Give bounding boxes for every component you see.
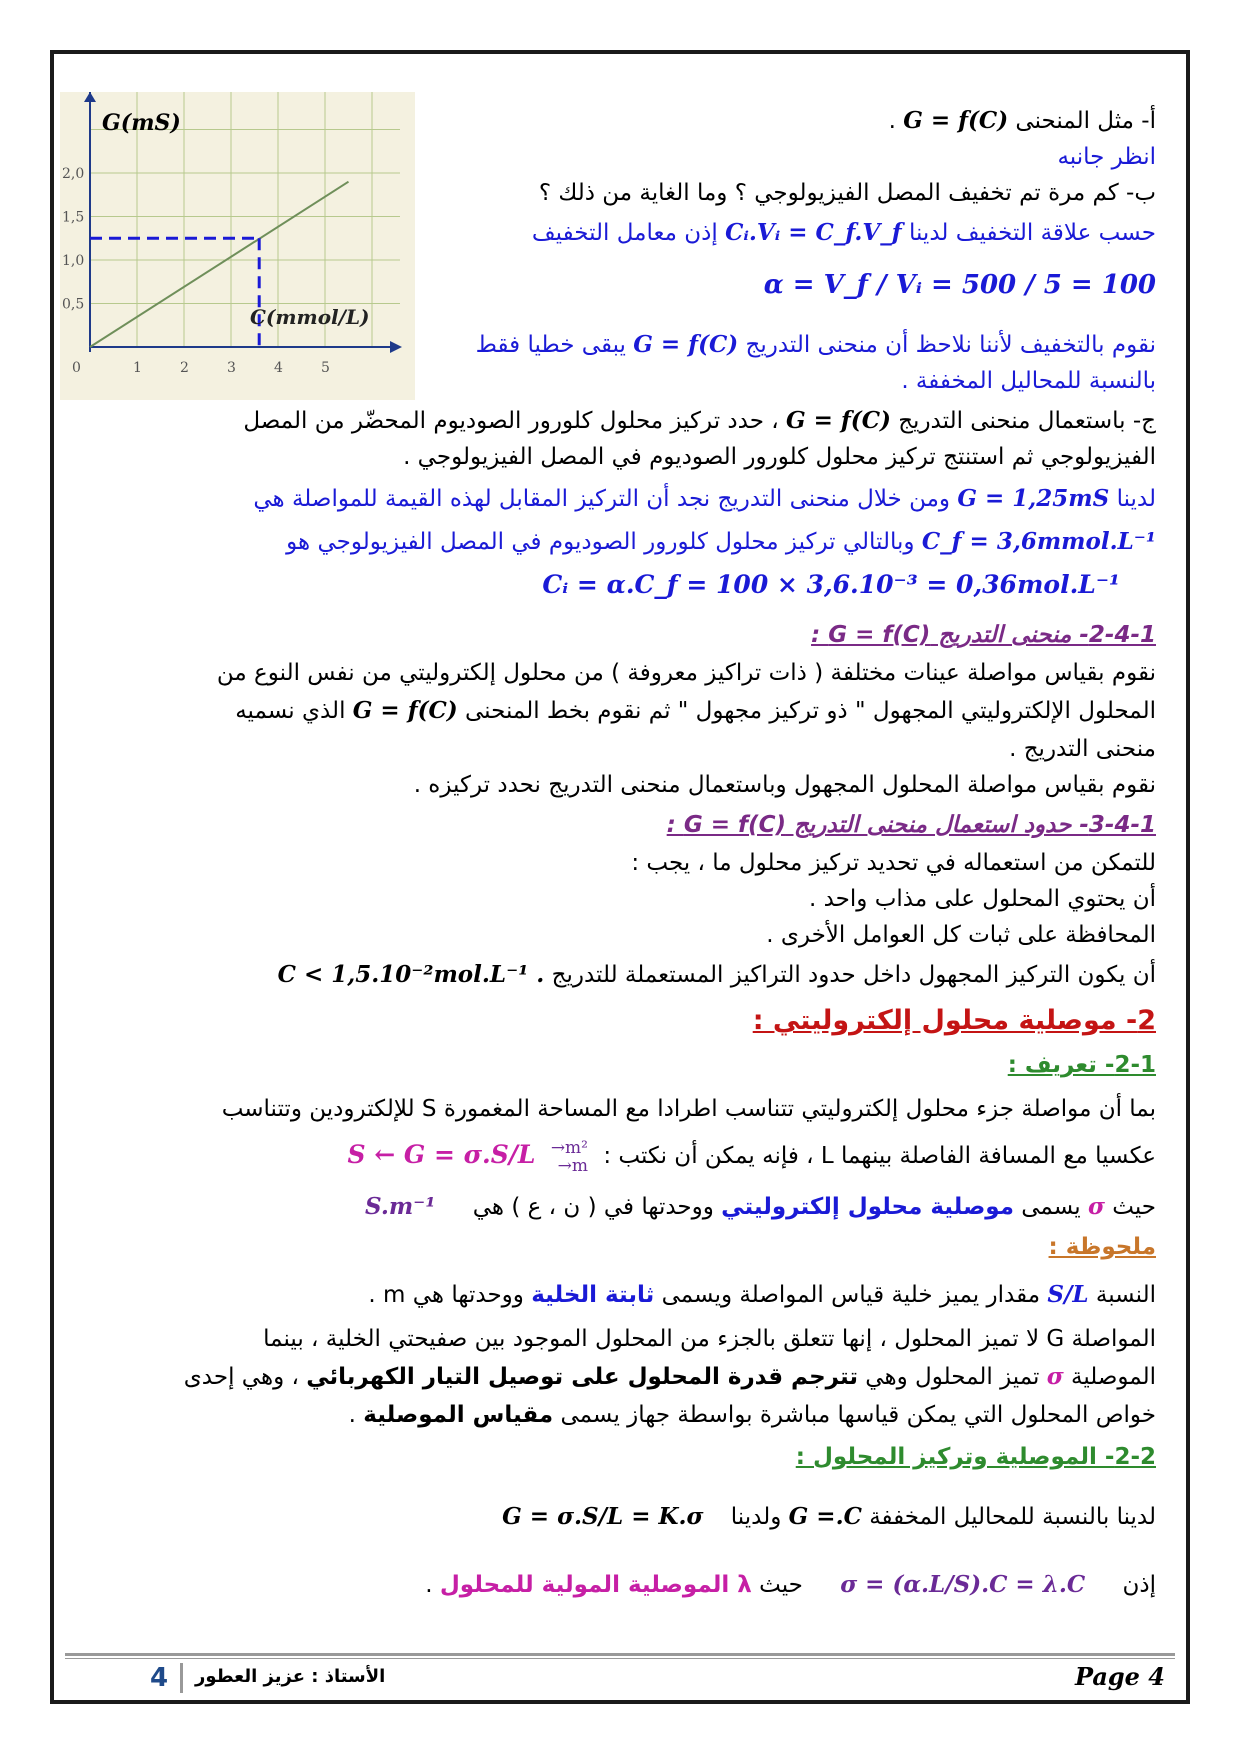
line-n1 [368,1278,1156,1312]
c-q1a: ج- باستعمال منحنى التدريج [898,408,1156,434]
line-p22-1 [502,1500,1156,1534]
line-c4 [286,525,1156,559]
p341-3: المحافظة على ثبات كل العوامل الأخرى . [766,922,1156,948]
c-m1: G = f(C) [785,407,891,434]
y-tick-label: 1,5 [62,209,85,226]
n1c: ثابتة الخلية [531,1282,655,1308]
y-tick-label: 2,0 [62,166,85,182]
line-p21-2 [347,1138,1156,1175]
x-tick-label: 5 [321,360,330,376]
p241-2a: المحلول الإلكتروليتي المجهول " ذو تركيز مجهول " ثم نقوم بخط المنحنى [465,698,1156,724]
c-a1b: ومن خلال منحنى التدريج نجد أن التركيز المقابل لهذه القيمة للمواصلة هي [253,486,951,512]
n1b: مقدار يميز خلية قياس المواصلة ويسمى [661,1282,1041,1308]
teacher-name: الأستاذ : عزيز العطور [195,1666,386,1687]
p21-3d: ووحدتها في ( ن ، ع ) هي [472,1194,714,1220]
graph-ylabel: G(mS) [102,110,181,136]
p22-2c: λ الموصلية المولية للمحلول [439,1572,752,1598]
footer-rule-thin [65,1658,1175,1659]
p21-2: عكسيا مع المسافة الفاصلة بينهما L ، فإنه يمكن أن نكتب : [603,1143,1156,1169]
p241-4: نقوم بقياس مواصلة المحلول المجهول وباستعمال منحنى التدريج نحدد تركيزه . [413,772,1156,798]
footer-rule [65,1653,1175,1656]
n3c: تترجم قدرة المحلول على توصيل التيار الكهربائي [306,1364,858,1390]
n4a: خواص المحلول التي يمكن قياسها مباشرة بواسطة جهاز يسمى [560,1402,1156,1428]
line-p22-2 [425,1568,1156,1602]
b-t2: إذن معامل التخفيف [531,220,718,246]
n3a: الموصلية [1071,1364,1156,1390]
p21-3u: S.m⁻¹ [365,1193,436,1220]
p241-m: G = f(C) [352,697,458,724]
b-m1: Cᵢ.Vᵢ = C_f.V_f [725,219,902,246]
a-end: . [888,108,896,134]
p241-2b: الذي نسميه [235,698,346,724]
p21-units [551,1139,588,1175]
c-a1a: لدينا [1116,486,1156,512]
c-q2: الفيزيولوجي ثم استنتج تركيز محلول كلورور الصوديوم في المصل الفيزيولوجي . [403,444,1156,470]
n1m: S/L [1047,1281,1089,1308]
p22-m1: G =.C [788,1503,862,1530]
b-t3b: يبقى خطيا فقط [475,332,626,358]
line-b3 [476,328,1156,362]
heading-2-4-1: 2-4-1- منحنى التدريج G = f(C) : [811,622,1156,648]
line-c5 [542,568,1120,603]
p22-2a: إذن [1122,1572,1156,1598]
b-t1: حسب علاقة التخفيف لدينا [908,220,1156,246]
p21-u2: →m [557,1155,588,1176]
line-p21-3 [365,1190,1156,1224]
b-question: ب- كم مرة تم تخفيف المصل الفيزيولوجي ؟ وما الغاية من ذلك ؟ [538,180,1156,206]
p21-m: S ← G = σ.S/L [347,1140,536,1169]
p341-1: للتمكن من استعماله في تحديد تركيز محلول ما ، يجب : [631,850,1156,876]
n4c: . [348,1402,356,1428]
x-tick-label: 0 [72,360,81,376]
graph-xlabel: C(mmol/L) [250,305,370,329]
calibration-graph [60,92,415,400]
n3b: تميز المحلول وهي [865,1364,1040,1390]
line-p341-4 [165,958,1156,992]
line-c1 [165,404,1156,438]
c-m3: C_f = 3,6mmol.L⁻¹ [921,528,1156,555]
x-tick-label: 3 [227,360,236,376]
p22-1a: لدينا بالنسبة للمحاليل المخففة [869,1504,1156,1530]
line-c3 [253,482,1156,516]
line-n4 [349,1398,1156,1432]
c-m2: G = 1,25mS [957,485,1110,512]
line-n3 [165,1360,1156,1394]
line-b1 [532,216,1156,250]
p21-sigma: σ [1087,1193,1105,1220]
y-tick-label: 1,0 [62,253,85,269]
p22-1b: ولدينا [730,1504,782,1530]
c-m4: Cᵢ = α.C_f = 100 × 3,6.10⁻³ = 0,36mol.L⁻¹ [542,570,1120,599]
p22-m2: G = σ.S/L = K.σ [502,1503,704,1530]
a-answer: انظر جانبه [1057,144,1156,170]
heading-2: 2- موصلية محلول إلكتروليتي : [752,1005,1156,1036]
line-b2 [764,268,1156,303]
heading-2-1: 2-1- تعريف : [1007,1052,1156,1078]
p241-1: نقوم بقياس مواصلة عينات مختلفة ( ذات تراكيز معروفة ) من محلول إلكتروليتي من نفس النوع من [216,660,1156,686]
line-a [889,104,1156,138]
x-tick-label: 2 [180,360,189,376]
n1a: النسبة [1095,1282,1156,1308]
b-t3a: نقوم بالتخفيف لأننا نلاحظ أن منحنى التدريج [745,332,1156,358]
heading-2-2: 2-2- الموصلية وتركيز المحلول : [795,1444,1156,1470]
p22-2d: . [425,1572,433,1598]
p21-u1: →m² [550,1137,588,1158]
p341-2: أن يحتوي المحلول على مذاب واحد . [808,886,1156,912]
y-axis-arrow [84,92,96,102]
c-a2: وبالتالي تركيز محلول كلورور الصوديوم في المصل الفيزيولوجي هو [286,529,915,555]
n4b: مقياس الموصلية [363,1402,554,1428]
p241-3: منحنى التدريج . [1009,736,1156,762]
page-label: Page 4 [1074,1662,1165,1691]
p21-3a: حيث [1112,1194,1156,1220]
graph-svg [60,92,415,400]
n3d: ، وهي إحدى [183,1364,299,1390]
page-number: 4 [150,1663,183,1693]
a-text: أ- مثل المنحنى [1015,108,1156,134]
b-m2: α = V_f / Vᵢ = 500 / 5 = 100 [763,270,1156,300]
p21-3c: موصلية محلول إلكتروليتي [721,1194,1014,1220]
n1d: ووحدتها هي m . [368,1282,524,1308]
x-tick-label: 1 [133,360,142,376]
b-t4: بالنسبة للمحاليل المخففة . [901,368,1156,394]
p341-4: أن يكون التركيز المجهول داخل حدود التراكيز المستعملة للتدريج [551,962,1156,988]
p341-m: C < 1,5.10⁻²mol.L⁻¹ . [277,961,545,988]
x-tick-label: 4 [274,360,283,376]
c-q1b: ، حدد تركيز محلول كلورور الصوديوم المحضّر من المصل [243,408,779,434]
n2: المواصلة G لا تميز المحلول ، إنها تتعلق بالجزء من المحلول الموجود بين صفيحتي الخلية ، بينما [263,1326,1156,1352]
note-heading: ملحوظة : [1048,1234,1156,1260]
p22-m3: σ = (α.L/S).C = λ.C [840,1571,1086,1598]
x-axis-arrow [390,341,402,353]
heading-3-4-1: 3-4-1- حدود استعمال منحنى التدريج G = f(C) : [666,812,1156,838]
p21-3b: يسمى [1021,1194,1081,1220]
p22-2b: حيث [759,1572,803,1598]
a-math: G = f(C) [903,107,1009,134]
n3-sigma: σ [1046,1363,1064,1390]
p21-1: بما أن مواصلة جزء محلول إلكتروليتي تتناسب اطرادا مع المساحة المغمورة S للإلكترودين وتتناسب [221,1096,1156,1122]
line-p241-2 [235,694,1156,728]
b-m3: G = f(C) [633,331,739,358]
y-tick-label: 0,5 [62,296,85,313]
